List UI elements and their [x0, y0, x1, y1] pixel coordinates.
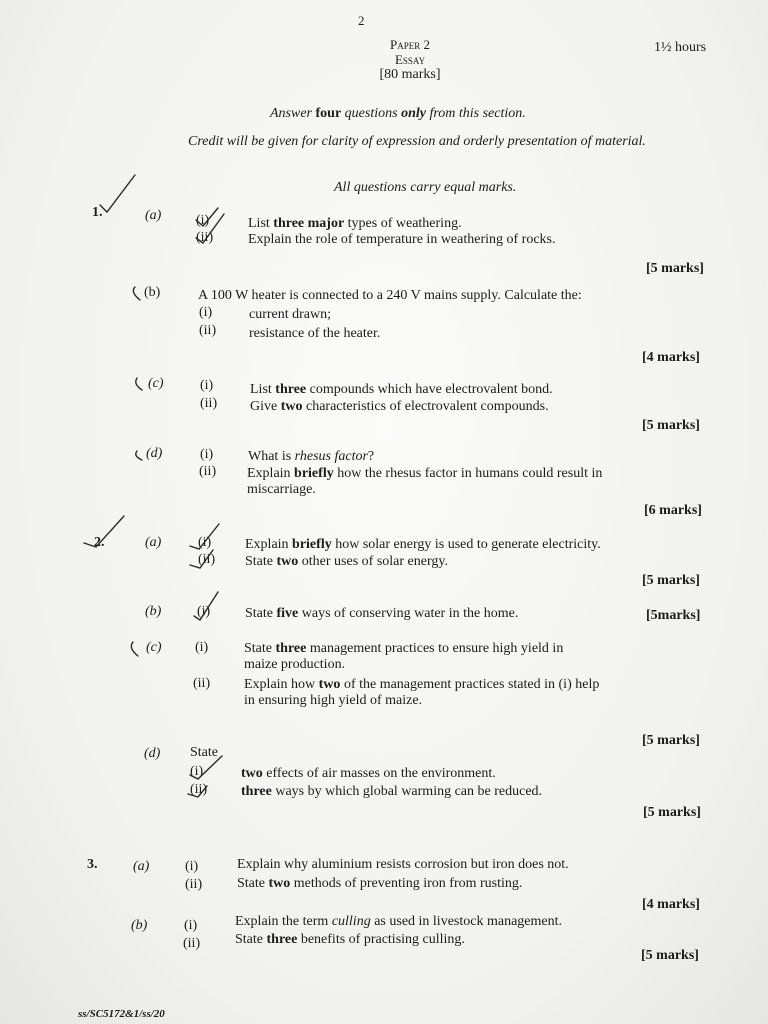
instr-text: from this section. — [425, 106, 526, 121]
bold: three — [275, 641, 307, 656]
q1b-i-label: (i) — [199, 305, 213, 320]
q1d-label: (d) — [146, 446, 163, 461]
q2c-i-text — [244, 641, 563, 657]
text: List — [248, 216, 274, 231]
q3b-marks: [5 marks] — [641, 948, 699, 963]
bold: three — [275, 382, 307, 397]
q2c-label: (c) — [146, 640, 162, 655]
q2c-i-label: (i) — [195, 640, 209, 655]
q1b-ii-text: resistance of the heater. — [249, 326, 381, 341]
q3b-i-text — [235, 914, 562, 930]
instr-bold: only — [401, 106, 426, 121]
instr-text: Answer — [270, 106, 316, 121]
text: as used in livestock management. — [370, 914, 562, 929]
q2a-ii-label: (ii) — [198, 552, 216, 567]
duration: 1½ hours — [654, 40, 707, 55]
q1a-i-label: (i) — [196, 213, 210, 228]
q1b-label: (b) — [144, 285, 161, 300]
q3a-ii-label: (ii) — [185, 877, 203, 892]
q2a-marks: [5 marks] — [642, 573, 700, 588]
q3a-i-label: (i) — [185, 859, 199, 874]
q1a-label: (a) — [145, 208, 162, 223]
q2a-label: (a) — [145, 535, 162, 550]
q1c-marks: [5 marks] — [642, 418, 700, 433]
text: Explain — [247, 466, 295, 481]
q3b-ii-label: (ii) — [183, 936, 201, 951]
instruction-credit: Credit will be given for clarity of expression and orderly presentation of material. — [188, 134, 646, 149]
tick-mark — [133, 287, 140, 300]
q1b-marks: [4 marks] — [642, 350, 700, 365]
q1b-text: A 100 W heater is connected to a 240 V mains supply. Calculate the: — [198, 288, 582, 303]
q2d-ii-text — [241, 784, 542, 800]
italic: culling — [331, 914, 371, 929]
text: effects of air masses on the environment. — [262, 766, 496, 781]
q1c-ii-label: (ii) — [200, 396, 218, 411]
q2c-ii-text — [244, 677, 599, 693]
text: Give — [250, 399, 281, 414]
q2d-label: (d) — [144, 746, 161, 761]
text: Explain the term — [235, 914, 332, 929]
q2d-marks: [5 marks] — [643, 805, 701, 820]
text: characteristics of electrovalent compounds. — [302, 399, 549, 414]
q3-number: 3. — [87, 857, 98, 872]
text: management practices to ensure high yield in — [306, 641, 564, 656]
q1a-ii-label: (ii) — [196, 230, 214, 245]
text: methods of preventing iron from rusting. — [290, 876, 523, 891]
q1d-i-label: (i) — [200, 447, 214, 462]
q2c-ii-label: (ii) — [193, 676, 211, 691]
bold: three major — [273, 216, 345, 231]
text: types of weathering. — [344, 216, 462, 231]
q1b-i-text: current drawn; — [249, 307, 332, 322]
tick-mark — [100, 175, 135, 212]
q2b-label: (b) — [145, 604, 162, 619]
bold: three — [266, 932, 298, 947]
tick-mark — [136, 378, 142, 390]
text: List — [250, 382, 276, 397]
text: State — [235, 932, 267, 947]
text: how the rhesus factor in humans could result in — [333, 466, 603, 481]
q3a-label: (a) — [133, 859, 150, 874]
text: how solar energy is used to generate electricity. — [331, 537, 601, 552]
q2a-i-label: (i) — [198, 535, 212, 550]
bold: two — [268, 876, 291, 891]
tick-mark — [136, 451, 142, 460]
q3a-i-text: Explain why aluminium resists corrosion but iron does not. — [237, 857, 569, 872]
q1b-ii-label: (ii) — [199, 323, 217, 338]
bold: briefly — [292, 537, 332, 552]
bold: two — [276, 554, 299, 569]
q2d-ii-label: (ii) — [190, 782, 208, 797]
text: ways of conserving water in the home. — [298, 606, 519, 621]
q2b-i-text — [245, 606, 518, 622]
q1c-label: (c) — [148, 376, 164, 391]
text: State — [237, 876, 269, 891]
q1d-i-text — [248, 449, 374, 465]
q2c-marks: [5 marks] — [642, 733, 700, 748]
text: State — [245, 554, 277, 569]
q1a-i-text — [248, 216, 462, 232]
text: of the management practices stated in (i) help — [340, 677, 600, 692]
q1c-ii-text — [250, 399, 549, 415]
bold: two — [241, 766, 263, 781]
instruction-equal-marks: All questions carry equal marks. — [334, 180, 517, 195]
instruction-answer-four — [270, 106, 526, 122]
text: State — [245, 606, 277, 621]
q2a-i-text — [245, 537, 601, 553]
text: Explain how — [244, 677, 319, 692]
q2c-i-line2: maize production. — [244, 657, 346, 672]
bold: briefly — [294, 466, 334, 481]
q2d-i-label: (i) — [190, 764, 204, 779]
italic: rhesus factor — [294, 449, 368, 464]
tick-mark — [131, 642, 138, 656]
q3a-ii-text — [237, 876, 522, 892]
paper-title: Paper 2 — [390, 37, 430, 52]
q1c-i-text — [250, 382, 553, 398]
q1a-ii-text: Explain the role of temperature in weathering of rocks. — [248, 232, 556, 247]
q2b-i-label: (i) — [197, 604, 211, 619]
q3b-label: (b) — [131, 918, 148, 933]
bold: three — [241, 784, 272, 799]
footer-code: ss/SC5172&1/ss/20 — [78, 1008, 165, 1020]
q1d-ii-line2: miscarriage. — [247, 482, 316, 497]
q2c-ii-line2: in ensuring high yield of maize. — [244, 693, 423, 708]
q1-number: 1. — [92, 205, 103, 220]
text: State — [244, 641, 276, 656]
text: ways by which global warming can be reduced. — [271, 784, 543, 799]
q1a-marks: [5 marks] — [646, 261, 704, 276]
text: benefits of practising culling. — [297, 932, 465, 947]
instr-text: questions — [341, 106, 402, 121]
page-number: 2 — [358, 13, 365, 28]
bold: two — [318, 677, 341, 692]
q1d-marks: [6 marks] — [644, 503, 702, 518]
text: ? — [367, 449, 375, 464]
text: Explain — [245, 537, 293, 552]
q2a-ii-text — [245, 554, 448, 570]
q1c-i-label: (i) — [200, 378, 214, 393]
text: What is — [248, 449, 295, 464]
q1d-ii-text — [247, 466, 602, 482]
instr-bold: four — [315, 106, 342, 121]
q3b-ii-text — [235, 932, 465, 948]
text: compounds which have electrovalent bond. — [306, 382, 553, 397]
bold: five — [276, 606, 299, 621]
text: other uses of solar energy. — [298, 554, 448, 569]
q3b-i-label: (i) — [184, 918, 198, 933]
q2d-state: State — [190, 745, 218, 760]
q2-number: 2. — [94, 535, 105, 550]
total-marks: [80 marks] — [379, 67, 441, 82]
bold: two — [280, 399, 303, 414]
q2d-i-text — [241, 766, 496, 782]
q3a-marks: [4 marks] — [642, 897, 700, 912]
q1d-ii-label: (ii) — [199, 464, 217, 479]
section-title: Essay — [394, 52, 426, 67]
q2b-marks: [5marks] — [646, 608, 701, 623]
